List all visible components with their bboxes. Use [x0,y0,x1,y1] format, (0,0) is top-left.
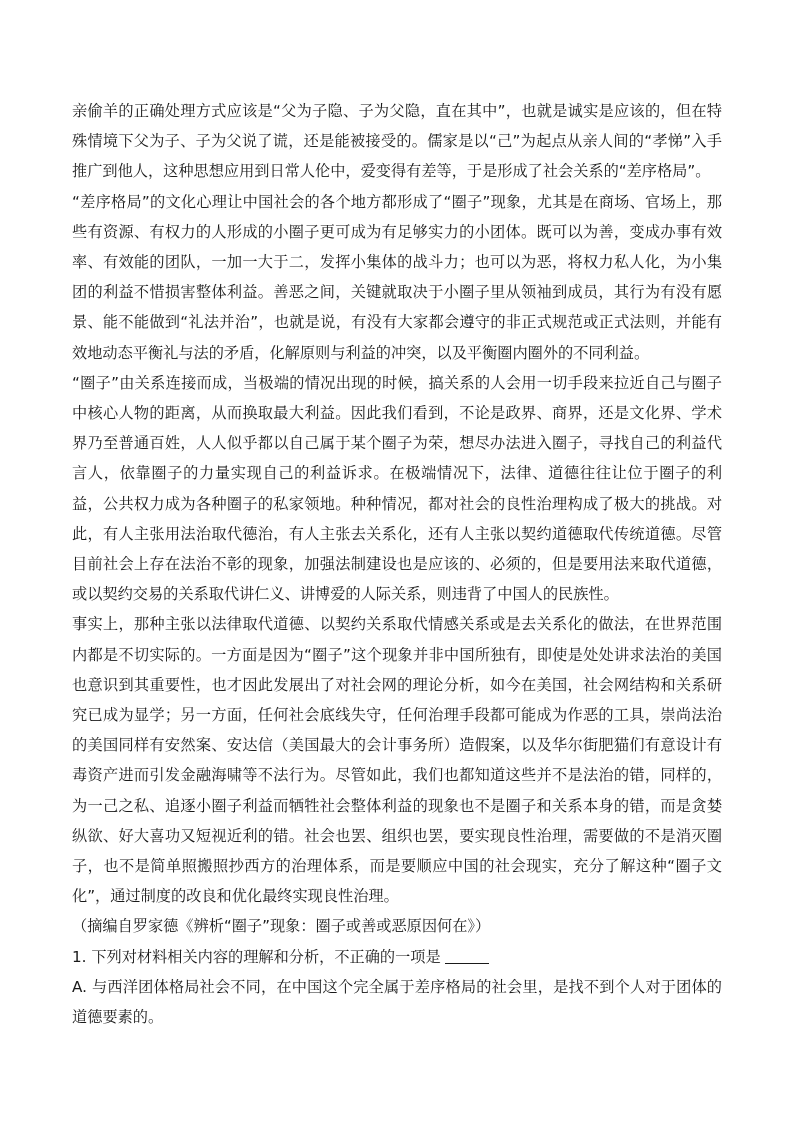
answer-blank [445,948,489,964]
question-1-text: 1. 下列对材料相关内容的理解和分析，不正确的一项是 [72,947,441,966]
paragraph-3: “圈子”由关系连接而成，当极端的情况出现的时候，搞关系的人会用一切手段来拉近自己与圈子中核心人物的距离，从而换取最大利益。因此我们看到，不论是政界、商界，还是文化界、学术界乃至普通百姓，人人似乎都以自己属于某个圈子为荣，想尽办法进入圈子，寻找自己的利益代言人，依靠圈子的力量实现自己的利益诉求。在极端情况下，法律、道德往往让位于圈子的利益，公共权力成为各种圈子的私家领地。种种情况，都对社会的良性治理构成了极大的挑战。对此，有人主张用法治取代德治，有人主张去关系化，还有人主张以契约道德取代传统道德。尽管目前社会上存在法治不彰的现象，加强法制建设也是应该的、必须的，但是要用法来取代道德，或以契约交易的关系取代讲仁义、讲博爱的人际关系，则违背了中国人的民族性。 [72,373,722,604]
source-citation: （摘编自罗家德《辨析“圈子”现象：圈子或善或恶原因何在》） [72,917,491,936]
option-a: A. 与西洋团体格局社会不同，在中国这个完全属于差序格局的社会里，是找不到个人对于团体的道德要素的。 [72,977,722,1027]
document-body [72,96,722,1032]
paragraph-4: 事实上，那种主张以法律取代道德、以契约关系取代情感关系或是去关系化的做法，在世界范围内都是不切实际的。一方面是因为“圈子”这个现象并非中国所独有，即使是处处讲求法治的美国也意识到其重要性，也才因此发展出了对社会网的理论分析，如今在美国，社会网结构和关系研究已成为显学；另一方面，任何社会底线失守，任何治理手段都可能成为作恶的工具，崇尚法治的美国同样有安然案、安达信（美国最大的会计事务所）造假案，以及华尔街肥猫们有意设计有毒资产进而引发金融海啸等不法行为。尽管如此，我们也都知道这些并不是法治的错，同样的，为一己之私、追逐小圈子利益而牺牲社会整体利益的现象也不是圈子和关系本身的错，而是贪婪纵欲、好大喜功又短视近利的错。社会也罢、组织也罢，要实现良性治理，需要做的不是消灭圈子，也不是简单照搬照抄西方的治理体系，而是要顺应中国的社会现实，充分了解这种“圈子文化”，通过制度的改良和优化最终实现良性治理。 [72,615,722,906]
paragraph-1: 亲偷羊的正确处理方式应该是“父为子隐、子为父隐，直在其中”，也就是诚实是应该的，但在特殊情境下父为子、子为父说了谎，还是能被接受的。儒家是以“己”为起点从亲人间的“孝悌”入手推广到他人，这种思想应用到日常人伦中，爱变得有差等，于是形成了社会关系的“差序格局”。 [72,102,722,181]
question-1 [72,942,722,972]
paragraph-2: “差序格局”的文化心理让中国社会的各个地方都形成了“圈子”现象，尤其是在商场、官场上，那些有资源、有权力的人形成的小圈子更可成为有足够实力的小团体。既可以为善，变成办事有效率、有效能的团队，一加一大于二，发挥小集体的战斗力；也可以为恶，将权力私人化，为小集团的利益不惜损害整体利益。善恶之间，关键就取决于小圈子里从领袖到成员，其行为有没有愿景、能不能做到“礼法并治”，也就是说，有没有大家都会遵守的非正式规范或正式法则，并能有效地动态平衡礼与法的矛盾，化解原则与利益的冲突，以及平衡圈内圈外的不同利益。 [72,192,722,362]
